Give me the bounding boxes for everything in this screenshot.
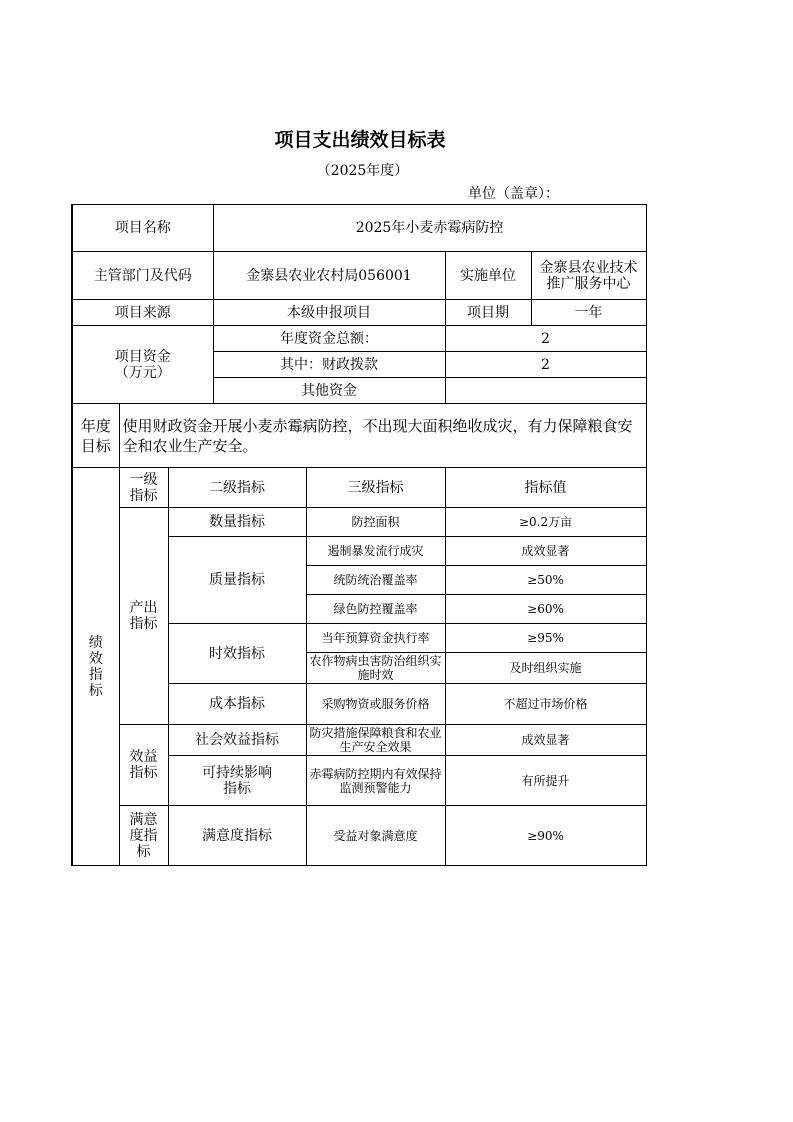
output-label-line1: 产出 [129, 600, 158, 616]
table-row-name: 采购物资或服务价格 [306, 684, 445, 725]
timeliness-indicator-label: 时效指标 [168, 624, 306, 684]
table-row-name: 防灾措施保障粮食和农业生产安全效果 [306, 725, 445, 756]
table-row-value: ≥50% [445, 566, 646, 595]
benefit-label-line2: 指标 [129, 765, 158, 781]
funds-label [72, 326, 213, 404]
impl-unit-label: 实施单位 [445, 252, 531, 300]
table-row-name: 农作物病虫害防治组织实施时效 [306, 653, 445, 684]
social-benefit-label: 社会效益指标 [168, 725, 306, 756]
quantity-indicator-label: 数量指标 [168, 508, 306, 537]
sustainable-label-line1: 可持续影响 [202, 764, 272, 781]
performance-target-table [71, 204, 647, 866]
satisfaction-level2-label: 满意度指标 [168, 806, 306, 866]
sustainable-label-line2: 指标 [223, 780, 251, 797]
indicators-char-2: 效 [88, 650, 103, 667]
project-name-value: 2025年小麦赤霉病防控 [213, 205, 646, 252]
project-name-label: 项目名称 [72, 205, 213, 252]
annual-goal-label [72, 404, 119, 468]
table-row-value: 及时组织实施 [445, 653, 646, 684]
table-row-name: 绿色防控覆盖率 [306, 595, 445, 624]
value-header: 指标值 [445, 468, 646, 508]
project-period-value: 一年 [531, 300, 646, 326]
funds-total-value: 2 [445, 326, 646, 352]
table-row-value: 成效显著 [445, 537, 646, 566]
table-row-value: 不超过市场价格 [445, 684, 646, 725]
table-row-name: 遏制暴发流行成灾 [306, 537, 445, 566]
table-row-value: 有所提升 [445, 756, 646, 806]
funds-other-label: 其他资金 [213, 378, 445, 404]
level3-header: 三级指标 [306, 468, 445, 508]
unit-seal-label: 单位（盖章）： [468, 186, 559, 202]
performance-indicators-label [72, 468, 119, 866]
table-row-name: 受益对象满意度 [306, 806, 445, 866]
table-row-value: ≥0.2万亩 [445, 508, 646, 537]
level1-header [119, 468, 168, 508]
level2-header: 二级指标 [168, 468, 306, 508]
indicators-char-3: 指 [88, 666, 103, 683]
indicators-char-4: 标 [88, 682, 103, 699]
table-row-value: 成效显著 [445, 725, 646, 756]
funds-other-value [445, 378, 646, 404]
sustainable-impact-label [168, 756, 306, 806]
level1-header-line2: 指标 [129, 487, 158, 504]
benefit-label-line1: 效益 [129, 749, 158, 765]
funds-label-line2: （万元） [114, 364, 171, 381]
year-label: （2025年度） [316, 163, 409, 179]
annual-goal-label-line2: 目标 [80, 436, 111, 455]
page-title: 项目支出绩效目标表 [274, 129, 446, 151]
annual-goal-label-line1: 年度 [80, 416, 111, 435]
satisfaction-level1-label [119, 806, 168, 866]
department-value: 金寨县农业农村局056001 [213, 252, 445, 300]
funds-fiscal-value: 2 [445, 352, 646, 378]
table-row-name: 当年预算资金执行率 [306, 624, 445, 653]
quality-indicator-label: 质量指标 [168, 537, 306, 624]
table-row-value: ≥95% [445, 624, 646, 653]
indicators-char-1: 绩 [88, 634, 103, 651]
funds-fiscal-label: 其中：财政拨款 [213, 352, 445, 378]
satisfaction-l1-line3: 标 [136, 843, 151, 860]
satisfaction-l1-line2: 度指 [129, 827, 158, 844]
table-row-name: 统防统治覆盖率 [306, 566, 445, 595]
project-source-label: 项目来源 [72, 300, 213, 326]
funds-label-line1: 项目资金 [114, 348, 171, 365]
cost-indicator-label: 成本指标 [168, 684, 306, 725]
satisfaction-l1-line1: 满意 [129, 811, 158, 828]
table-row-name: 赤霉病防控期内有效保持监测预警能力 [306, 756, 445, 806]
level1-header-line1: 一级 [129, 471, 158, 488]
table-row-value: ≥90% [445, 806, 646, 866]
output-indicators-label [119, 508, 168, 725]
department-label: 主管部门及代码 [72, 252, 213, 300]
table-row-value: ≥60% [445, 595, 646, 624]
annual-goal-text: 使用财政资金开展小麦赤霉病防控，不出现大面积绝收成灾，有力保障粮食安全和农业生产安全。 [119, 404, 646, 468]
benefit-indicators-label [119, 725, 168, 806]
project-source-value: 本级申报项目 [213, 300, 445, 326]
project-period-label: 项目期 [445, 300, 531, 326]
funds-total-label: 年度资金总额： [213, 326, 445, 352]
table-row-name: 防控面积 [306, 508, 445, 537]
impl-unit-value: 金寨县农业技术推广服务中心 [531, 252, 646, 300]
output-label-line2: 指标 [129, 616, 158, 632]
